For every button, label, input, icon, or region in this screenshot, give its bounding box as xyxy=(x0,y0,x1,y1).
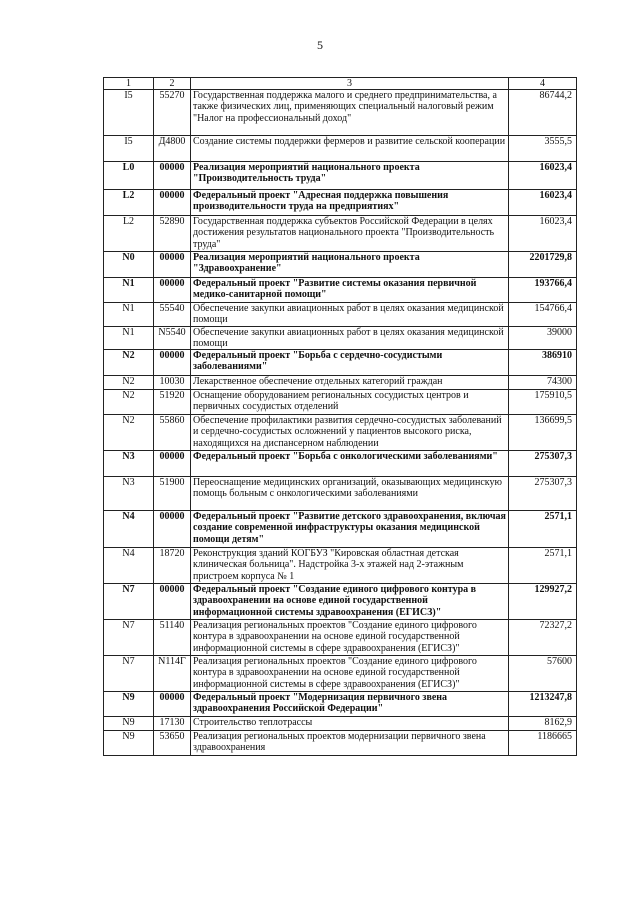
cell-subcode: 00000 xyxy=(154,451,191,477)
cell-code: N2 xyxy=(104,415,154,451)
cell-amount: 136699,5 xyxy=(509,415,577,451)
cell-description: Обеспечение закупки авиационных работ в целях оказания медицинской помощи xyxy=(191,326,509,350)
cell-subcode: 18720 xyxy=(154,548,191,584)
cell-description: Обеспечение профилактики развития сердечно-сосудистых заболеваний и сердечно-сосудистых осложнений у пациентов высокого риска, находящихся на диспансерном наблюдении xyxy=(191,415,509,451)
table-row xyxy=(104,584,577,620)
cell-amount: 16023,4 xyxy=(509,162,577,190)
cell-subcode: 51140 xyxy=(154,620,191,656)
cell-subcode: N5540 xyxy=(154,326,191,350)
cell-description: Оснащение оборудованием региональных сосудистых центров и первичных сосудистых отделений xyxy=(191,390,509,415)
cell-subcode: 10030 xyxy=(154,376,191,390)
cell-amount: 39000 xyxy=(509,326,577,350)
cell-description: Переоснащение медицинских организаций, оказывающих медицинскую помощь больным с онкологическими заболеваниями xyxy=(191,477,509,511)
cell-code: N7 xyxy=(104,584,154,620)
cell-subcode: 00000 xyxy=(154,278,191,303)
cell-amount: 16023,4 xyxy=(509,190,577,216)
cell-description: Реализация мероприятий национального проекта "Здравоохранение" xyxy=(191,252,509,278)
cell-subcode: 55860 xyxy=(154,415,191,451)
cell-description: Государственная поддержка субъектов Российской Федерации в целях достижения результатов национального проекта "Производительность труда" xyxy=(191,216,509,252)
cell-code: N1 xyxy=(104,303,154,327)
cell-code: N7 xyxy=(104,656,154,692)
cell-amount: 57600 xyxy=(509,656,577,692)
table-row xyxy=(104,136,577,162)
table-row xyxy=(104,350,577,376)
cell-subcode: 00000 xyxy=(154,162,191,190)
cell-code: N2 xyxy=(104,390,154,415)
cell-code: N9 xyxy=(104,731,154,756)
cell-description: Реализация региональных проектов "Создание единого цифрового контура в здравоохранении на основе единой государственной информационной системы в сфере здравоохранения (ЕГИСЗ)" xyxy=(191,620,509,656)
cell-amount: 2571,1 xyxy=(509,511,577,548)
cell-description: Создание системы поддержки фермеров и развитие сельской кооперации xyxy=(191,136,509,162)
table-row xyxy=(104,731,577,756)
cell-subcode: 53650 xyxy=(154,731,191,756)
header-col-3: 3 xyxy=(191,78,509,90)
cell-code: N1 xyxy=(104,326,154,350)
table-row xyxy=(104,511,577,548)
cell-description: Строительство теплотрассы xyxy=(191,717,509,731)
table-row xyxy=(104,451,577,477)
cell-amount: 175910,5 xyxy=(509,390,577,415)
cell-description: Реконструкция зданий КОГБУЗ "Кировская областная детская клиническая больница". Надстройка 3-х этажей над 2-этажным пристроем корпуса № 1 xyxy=(191,548,509,584)
cell-code: I5 xyxy=(104,136,154,162)
table-row xyxy=(104,162,577,190)
table-row xyxy=(104,90,577,136)
cell-description: Федеральный проект "Развитие системы оказания первичной медико-санитарной помощи" xyxy=(191,278,509,303)
cell-subcode: 00000 xyxy=(154,584,191,620)
page-number: 5 xyxy=(317,38,323,52)
header-col-2: 2 xyxy=(154,78,191,90)
cell-amount: 154766,4 xyxy=(509,303,577,327)
cell-description: Федеральный проект "Борьба с сердечно-сосудистыми заболеваниями" xyxy=(191,350,509,376)
cell-description: Реализация региональных проектов модернизации первичного звена здравоохранения xyxy=(191,731,509,756)
table-row xyxy=(104,390,577,415)
header-col-4: 4 xyxy=(509,78,577,90)
cell-code: N3 xyxy=(104,451,154,477)
cell-subcode: 51900 xyxy=(154,477,191,511)
cell-description: Реализация мероприятий национального проекта "Производительность труда" xyxy=(191,162,509,190)
table-header-row xyxy=(104,78,577,90)
cell-description: Федеральный проект "Борьба с онкологическими заболеваниями" xyxy=(191,451,509,477)
table-row xyxy=(104,278,577,303)
cell-amount: 193766,4 xyxy=(509,278,577,303)
cell-code: N3 xyxy=(104,477,154,511)
cell-amount: 275307,3 xyxy=(509,451,577,477)
cell-amount: 1213247,8 xyxy=(509,692,577,717)
table-row xyxy=(104,252,577,278)
table-row xyxy=(104,548,577,584)
cell-code: N1 xyxy=(104,278,154,303)
cell-description: Федеральный проект "Создание единого цифрового контура в здравоохранении на основе единой государственной информационной системы здравоохранения (ЕГИСЗ)" xyxy=(191,584,509,620)
cell-amount: 16023,4 xyxy=(509,216,577,252)
cell-subcode: 17130 xyxy=(154,717,191,731)
cell-subcode: 55540 xyxy=(154,303,191,327)
cell-subcode: 52890 xyxy=(154,216,191,252)
cell-code: N9 xyxy=(104,692,154,717)
cell-description: Лекарственное обеспечение отдельных категорий граждан xyxy=(191,376,509,390)
cell-amount: 1186665 xyxy=(509,731,577,756)
cell-subcode: 51920 xyxy=(154,390,191,415)
cell-description: Федеральный проект "Модернизация первичного звена здравоохранения Российской Федерации" xyxy=(191,692,509,717)
cell-code: L0 xyxy=(104,162,154,190)
table-row xyxy=(104,620,577,656)
cell-description: Государственная поддержка малого и среднего предпринимательства, а также физических лиц, применяющих специальный налоговый режим "Налог на профессиональный доход" xyxy=(191,90,509,136)
cell-subcode: N114Г xyxy=(154,656,191,692)
cell-amount: 74300 xyxy=(509,376,577,390)
cell-code: N7 xyxy=(104,620,154,656)
cell-description: Федеральный проект "Развитие детского здравоохранения, включая создание современной инфраструктуры оказания медицинской помощи детям" xyxy=(191,511,509,548)
cell-code: N0 xyxy=(104,252,154,278)
cell-subcode: 00000 xyxy=(154,190,191,216)
cell-code: L2 xyxy=(104,190,154,216)
cell-amount: 8162,9 xyxy=(509,717,577,731)
cell-code: N9 xyxy=(104,717,154,731)
cell-amount: 275307,3 xyxy=(509,477,577,511)
cell-amount: 386910 xyxy=(509,350,577,376)
header-col-1: 1 xyxy=(104,78,154,90)
cell-amount: 72327,2 xyxy=(509,620,577,656)
cell-code: I5 xyxy=(104,90,154,136)
cell-description: Обеспечение закупки авиационных работ в целях оказания медицинской помощи xyxy=(191,303,509,327)
table-row xyxy=(104,717,577,731)
cell-subcode: 00000 xyxy=(154,692,191,717)
table-row xyxy=(104,656,577,692)
table-row xyxy=(104,477,577,511)
cell-amount: 2571,1 xyxy=(509,548,577,584)
table-row xyxy=(104,216,577,252)
cell-amount: 2201729,8 xyxy=(509,252,577,278)
cell-code: N2 xyxy=(104,350,154,376)
table-row xyxy=(104,190,577,216)
table-row xyxy=(104,415,577,451)
cell-subcode: 00000 xyxy=(154,350,191,376)
cell-subcode: 00000 xyxy=(154,252,191,278)
cell-amount: 86744,2 xyxy=(509,90,577,136)
cell-code: L2 xyxy=(104,216,154,252)
table-row xyxy=(104,326,577,350)
cell-code: N4 xyxy=(104,511,154,548)
cell-amount: 3555,5 xyxy=(509,136,577,162)
table-row xyxy=(104,303,577,327)
cell-amount: 129927,2 xyxy=(509,584,577,620)
cell-description: Реализация региональных проектов "Создание единого цифрового контура в здравоохранении на основе единой государственной информационной системы в сфере здравоохранения (ЕГИСЗ)" xyxy=(191,656,509,692)
table-body xyxy=(104,90,577,756)
table-row xyxy=(104,692,577,717)
cell-code: N4 xyxy=(104,548,154,584)
cell-subcode: 00000 xyxy=(154,511,191,548)
budget-table xyxy=(103,77,577,756)
table-row xyxy=(104,376,577,390)
cell-description: Федеральный проект "Адресная поддержка повышения производительности труда на предприятиях" xyxy=(191,190,509,216)
cell-subcode: Д4800 xyxy=(154,136,191,162)
cell-subcode: 55270 xyxy=(154,90,191,136)
cell-code: N2 xyxy=(104,376,154,390)
